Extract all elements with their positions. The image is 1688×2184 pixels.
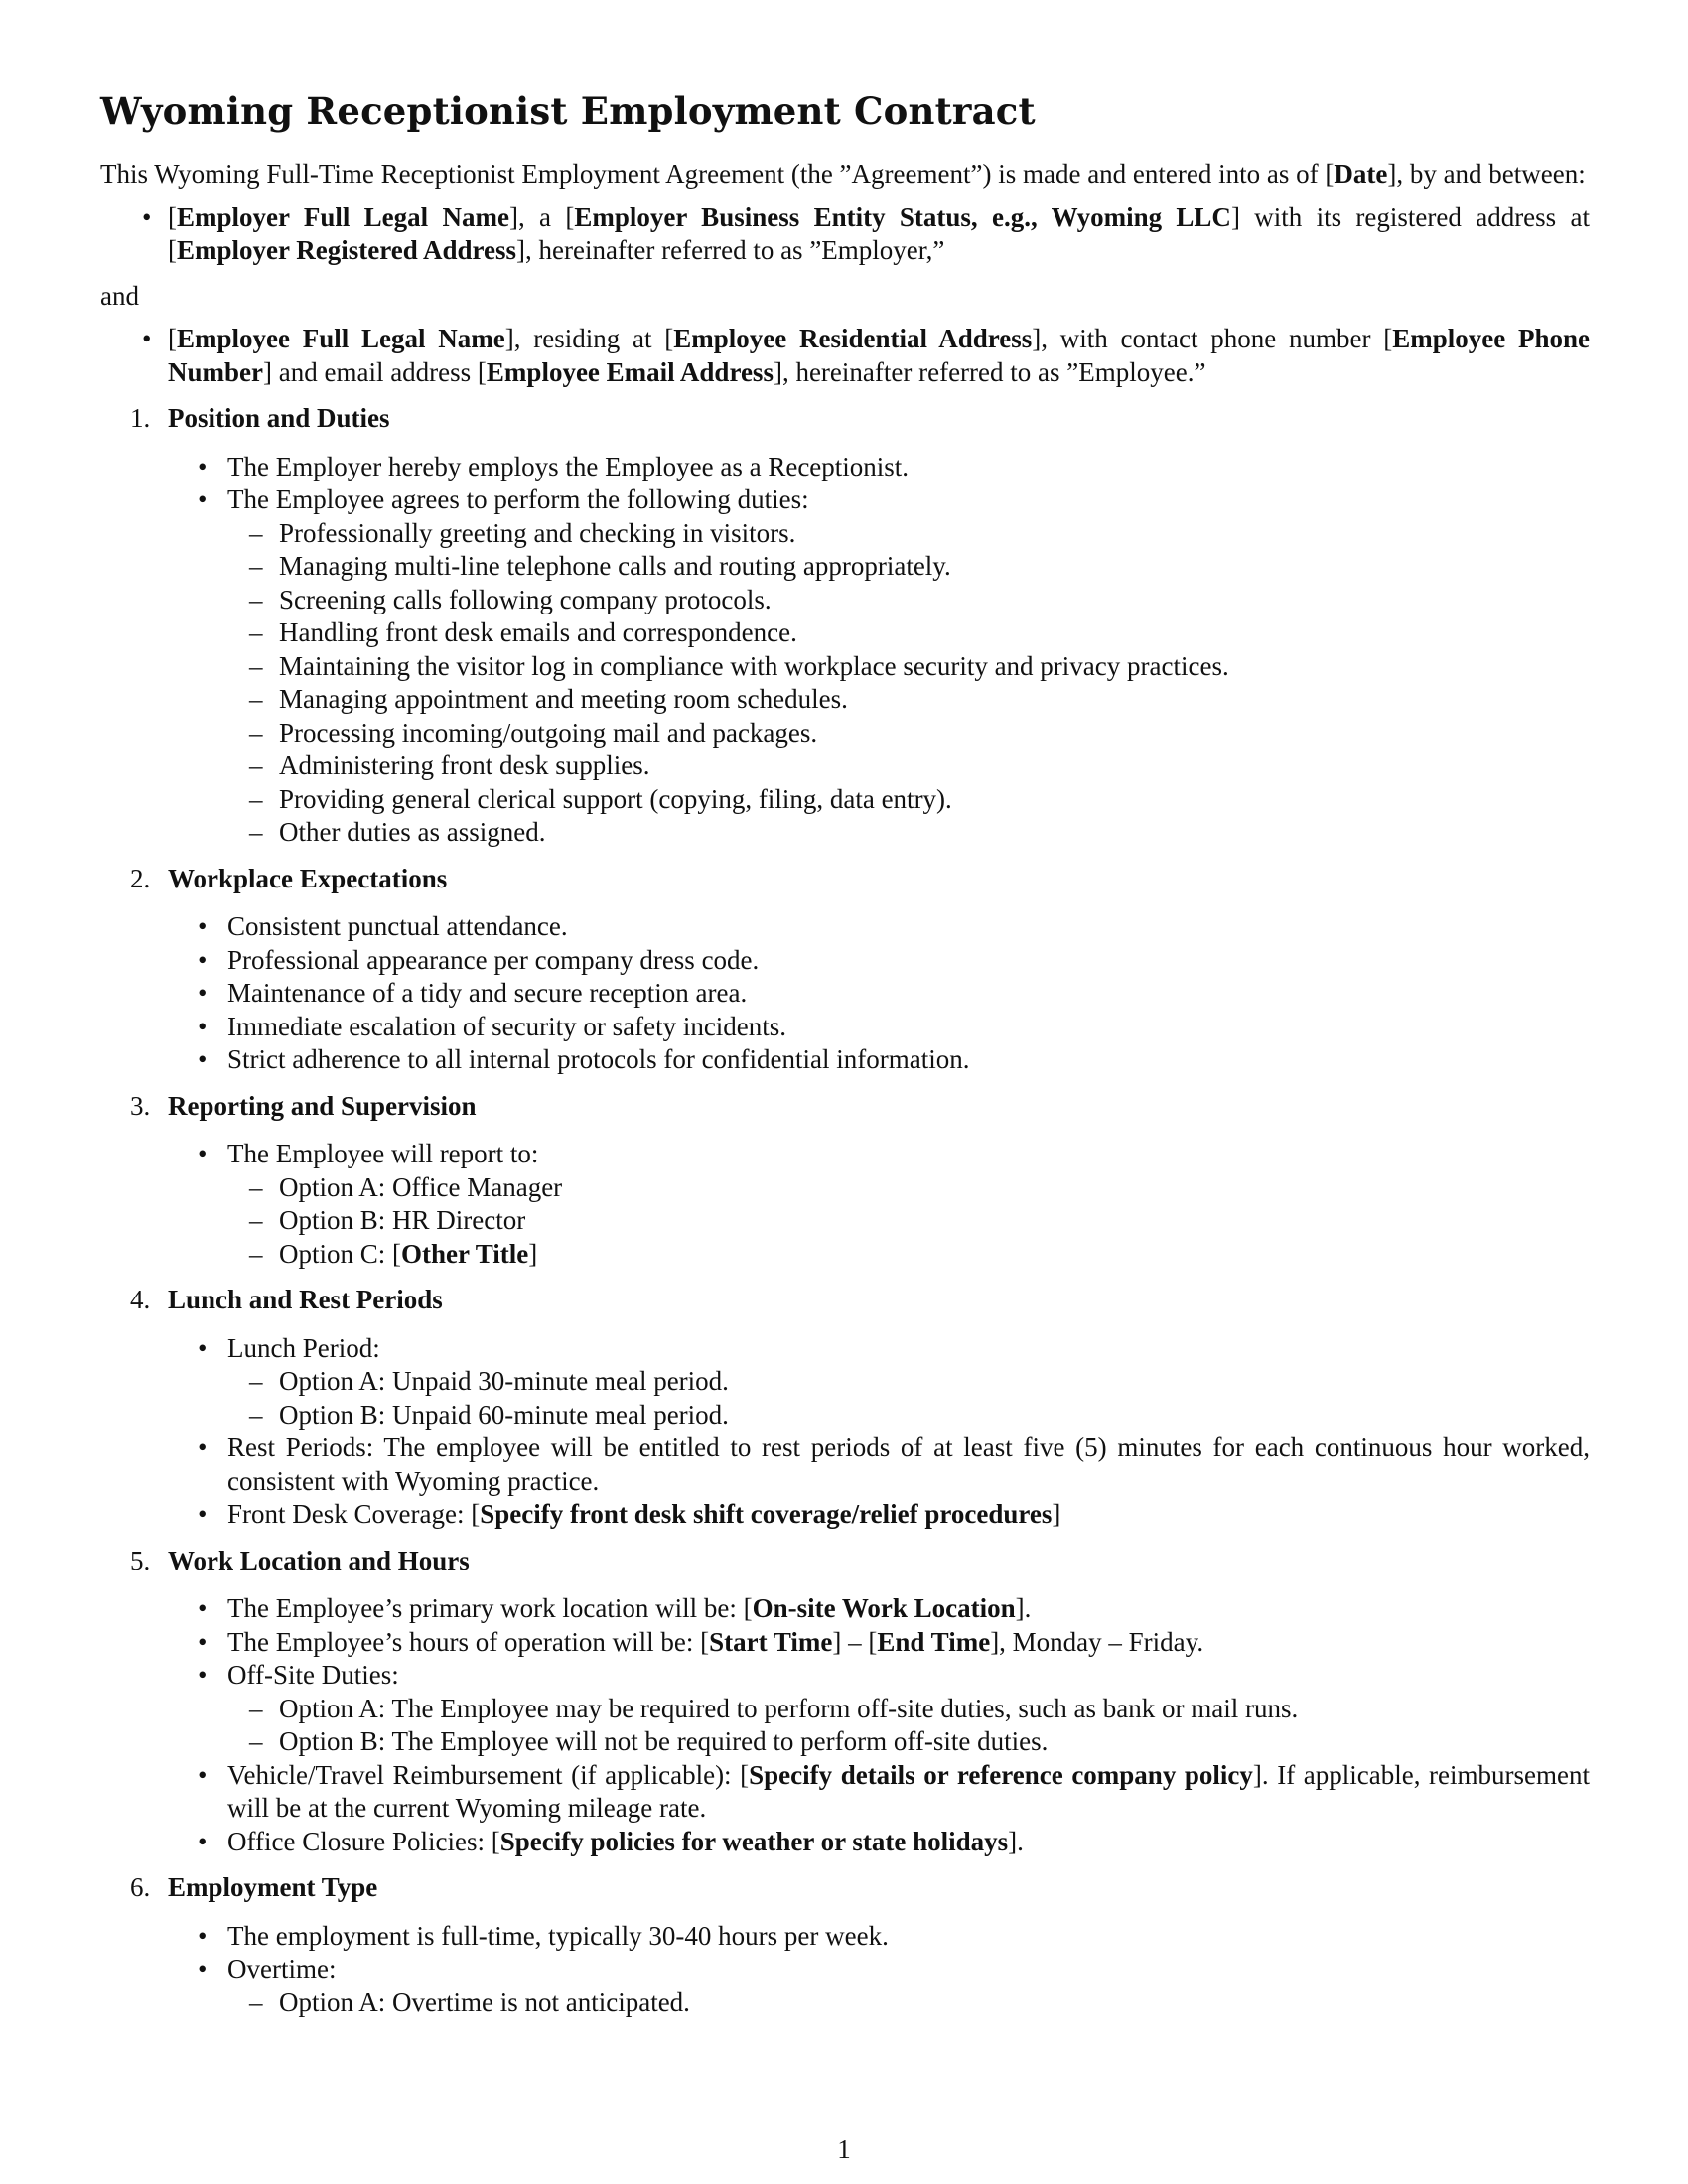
section-items xyxy=(100,451,1590,850)
employer-party xyxy=(100,202,1590,268)
list-item xyxy=(100,1826,1590,1859)
text: ], hereinafter referred to as ”Employee.” xyxy=(773,356,1206,387)
text: ] with its registered address at [ xyxy=(168,202,1590,265)
section-number: 4. xyxy=(130,1285,151,1314)
sub-item: – Managing multi-line telephone calls and routing appropriately. xyxy=(227,550,1590,584)
employee-name-placeholder: Employee Full Legal Name xyxy=(177,324,505,353)
other-title-placeholder: Other Title xyxy=(401,1238,529,1269)
text: ], hereinafter referred to as ”Employer,” xyxy=(516,235,945,265)
list-item: • The Employer hereby employs the Employee as a Receptionist. xyxy=(100,451,1590,484)
list-item xyxy=(100,1498,1590,1532)
list-item xyxy=(100,1138,1590,1271)
employer-address-placeholder: Employer Registered Address xyxy=(177,235,516,265)
list-item xyxy=(100,1953,1590,2019)
closure-policy-placeholder: Specify policies for weather or state holidays xyxy=(499,1826,1009,1856)
text: The Employee’s primary work location will be: [ xyxy=(227,1593,753,1623)
options-list xyxy=(227,1986,1590,2020)
options-list xyxy=(227,1693,1590,1759)
item-text: Off-Site Duties: xyxy=(227,1660,399,1690)
sub-item: – Providing general clerical support (copying, filing, data entry). xyxy=(227,783,1590,817)
text: [ xyxy=(168,202,177,232)
employee-address-placeholder: Employee Residential Address xyxy=(673,324,1033,353)
sub-item: – Professionally greeting and checking in visitors. xyxy=(227,517,1590,551)
list-item: • Consistent punctual attendance. xyxy=(100,910,1590,944)
text: ]. xyxy=(1008,1826,1024,1856)
employee-phone-placeholder: Employee Phone Number xyxy=(168,324,1590,387)
text: ] xyxy=(528,1238,538,1269)
section-heading xyxy=(100,402,1590,436)
text: ]. If applicable, reimbursement will be at the current Wyoming mileage rate. xyxy=(227,1759,1590,1823)
employee-list xyxy=(100,323,1590,389)
section-title: Workplace Expectations xyxy=(168,863,448,893)
start-time-placeholder: Start Time xyxy=(709,1626,833,1657)
options-list xyxy=(227,1171,1590,1272)
section-2 xyxy=(100,863,1590,1077)
sub-item: – Screening calls following company protocols. xyxy=(227,584,1590,617)
item-text: The Employee agrees to perform the following duties: xyxy=(227,484,809,514)
text: ]. xyxy=(1015,1593,1032,1623)
date-placeholder: Date xyxy=(1334,159,1388,189)
section-number: 6. xyxy=(130,1872,151,1902)
text: Option C: [ xyxy=(279,1238,402,1269)
list-item xyxy=(100,1759,1590,1826)
section-number: 3. xyxy=(130,1090,151,1121)
section-6 xyxy=(100,1871,1590,2019)
document-title: Wyoming Receptionist Employment Contract xyxy=(100,89,1036,133)
section-title: Work Location and Hours xyxy=(168,1545,470,1575)
intro-paragraph xyxy=(100,158,1590,192)
sub-item: – Option A: Unpaid 30-minute meal period. xyxy=(227,1365,1590,1399)
reimbursement-placeholder: Specify details or reference company policy xyxy=(749,1759,1253,1790)
section-items xyxy=(100,910,1590,1077)
item-text: Overtime: xyxy=(227,1954,337,1983)
sub-item: – Other duties as assigned. xyxy=(227,816,1590,850)
sub-item: – Option B: HR Director xyxy=(227,1204,1590,1238)
employee-party xyxy=(100,323,1590,389)
section-items xyxy=(100,1138,1590,1271)
list-item: • Rest Periods: The employee will be entitled to rest periods of at least five (5) minutes for each continuous hour worked, consistent with Wyoming practice. xyxy=(100,1432,1590,1498)
section-title: Reporting and Supervision xyxy=(168,1090,477,1121)
sub-item: – Option B: The Employee will not be required to perform off-site duties. xyxy=(227,1725,1590,1759)
item-text: Lunch Period: xyxy=(227,1332,380,1363)
sub-item: – Option A: The Employee may be required to perform off-site duties, such as bank or mail runs. xyxy=(227,1693,1590,1726)
section-heading xyxy=(100,1871,1590,1905)
list-item: • Professional appearance per company dress code. xyxy=(100,944,1590,978)
sub-item: – Option A: Office Manager xyxy=(227,1171,1590,1205)
sub-item: – Maintaining the visitor log in compliance with workplace security and privacy practices. xyxy=(227,650,1590,684)
work-location-placeholder: On-site Work Location xyxy=(752,1593,1016,1623)
section-number: 5. xyxy=(130,1545,151,1575)
sub-item: – Processing incoming/outgoing mail and packages. xyxy=(227,717,1590,751)
coverage-placeholder: Specify front desk shift coverage/relief procedures xyxy=(480,1499,1053,1529)
employer-name-placeholder: Employer Full Legal Name xyxy=(177,202,509,232)
section-3 xyxy=(100,1090,1590,1272)
section-title: Employment Type xyxy=(168,1872,378,1902)
section-heading xyxy=(100,1090,1590,1124)
section-1 xyxy=(100,402,1590,850)
sub-item: – Handling front desk emails and correspondence. xyxy=(227,616,1590,650)
text: Vehicle/Travel Reimbursement (if applicable): [ xyxy=(227,1759,750,1790)
list-item xyxy=(100,1332,1590,1433)
employer-entity-placeholder: Employer Business Entity Status, e.g., Wyoming LLC xyxy=(574,202,1231,232)
contract-page xyxy=(100,87,1590,2019)
text: ], Monday – Friday. xyxy=(990,1626,1204,1657)
employer-list xyxy=(100,202,1590,268)
and-text: and xyxy=(100,280,139,311)
text: Office Closure Policies: [ xyxy=(227,1826,500,1856)
text: ], with contact phone number [ xyxy=(1032,324,1393,353)
options-list xyxy=(227,1365,1590,1432)
text: ] – [ xyxy=(832,1626,878,1657)
sub-item: – Option A: Overtime is not anticipated. xyxy=(227,1986,1590,2020)
page-number: 1 xyxy=(837,2134,851,2164)
list-item xyxy=(100,1592,1590,1626)
section-heading xyxy=(100,863,1590,896)
section-heading xyxy=(100,1284,1590,1317)
intro-text-end: ], by and between: xyxy=(1387,159,1586,189)
text: [ xyxy=(168,324,177,353)
text: The Employee’s hours of operation will be: [ xyxy=(227,1626,710,1657)
section-number: 2. xyxy=(130,863,151,893)
section-title: Lunch and Rest Periods xyxy=(168,1285,443,1314)
section-heading xyxy=(100,1545,1590,1578)
list-item: • The employment is full-time, typically 30-40 hours per week. xyxy=(100,1920,1590,1954)
sub-item: – Option B: Unpaid 60-minute meal period. xyxy=(227,1399,1590,1433)
sub-item xyxy=(227,1238,1590,1272)
section-title: Position and Duties xyxy=(168,403,390,433)
text: ], residing at [ xyxy=(504,324,674,353)
list-item xyxy=(100,1659,1590,1759)
duties-list xyxy=(227,517,1590,850)
sub-item: – Managing appointment and meeting room schedules. xyxy=(227,683,1590,717)
sub-item: – Administering front desk supplies. xyxy=(227,750,1590,783)
end-time-placeholder: End Time xyxy=(877,1626,991,1657)
sections-list xyxy=(100,402,1590,2019)
list-item: • Maintenance of a tidy and secure reception area. xyxy=(100,977,1590,1011)
text: ], a [ xyxy=(508,202,575,232)
list-item: • Immediate escalation of security or safety incidents. xyxy=(100,1011,1590,1044)
list-item xyxy=(100,1626,1590,1660)
text: Front Desk Coverage: [ xyxy=(227,1499,481,1529)
item-text: The Employee will report to: xyxy=(227,1139,539,1168)
employee-email-placeholder: Employee Email Address xyxy=(486,356,774,387)
list-item: • Strict adherence to all internal protocols for confidential information. xyxy=(100,1043,1590,1077)
text: ] xyxy=(1052,1499,1061,1529)
section-4 xyxy=(100,1284,1590,1532)
section-items xyxy=(100,1332,1590,1532)
intro-text: This Wyoming Full-Time Receptionist Employment Agreement (the ”Agreement”) is made and entered into as of [ xyxy=(100,159,1335,189)
section-items xyxy=(100,1592,1590,1858)
section-5 xyxy=(100,1545,1590,1859)
text: ] and email address [ xyxy=(263,356,487,387)
section-items xyxy=(100,1920,1590,2020)
section-number: 1. xyxy=(130,403,151,433)
list-item xyxy=(100,483,1590,850)
